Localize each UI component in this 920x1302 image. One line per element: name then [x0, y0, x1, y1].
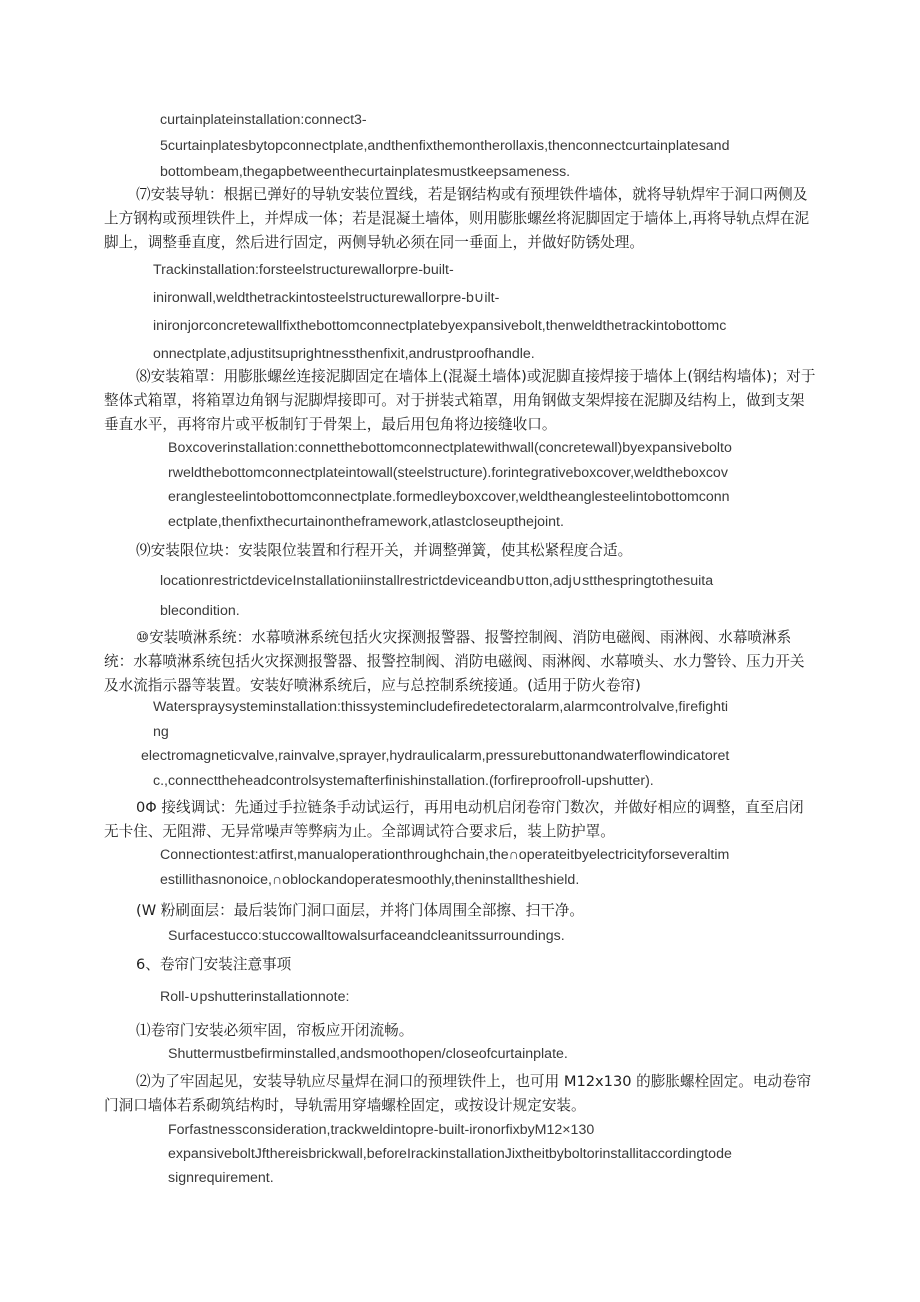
- en-line: Shuttermustbefirminstalled,andsmoothopen/closeofcurtainplate.: [168, 1046, 568, 1062]
- en-line: Boxcoverinstallation:connetthebottomconnectplatewithwall(concretewall)byexpansivebolto: [168, 440, 732, 456]
- step-12-surface-en: [168, 924, 565, 948]
- en-line: blecondition.: [160, 603, 240, 619]
- en-line: rweldthebottomconnectplateintowall(steelstructure).forintegrativeboxcover,weldtheboxcov: [168, 464, 728, 481]
- en-line: onnectplate,adjustitsuprightnessthenfixit,andrustproofhandle.: [153, 346, 535, 362]
- step-9-limit-cn: ⑼安装限位块：安装限位装置和行程开关，并调整弹簧，使其松紧程度合适。: [136, 542, 633, 559]
- en-line: Trackinstallation:forsteelstructurewallorpre-built-: [153, 262, 454, 278]
- note-1-cn: ⑴卷帘门安装必须牢固，帘板应开闭流畅。: [136, 1022, 414, 1039]
- step-8-boxcover-en: [168, 436, 732, 534]
- en-line: 5curtainplatesbytopconnectplate,andthenfixthemontherollaxis,thenconnectcurtainplatesand: [160, 138, 730, 154]
- step-8-boxcover-cn: ⑻安装箱罩：用膨胀螺丝连接泥脚固定在墙体上(混凝土墙体)或泥脚直接焊接于墙体上(钢结构墙体)；对于整体式箱罩，将箱罩边角钢与泥脚焊接即可。对于拼装式箱罩，用角钢做支架焊接在泥脚及结构上，做到支架垂直水平，再将帘片或平板制钉于骨架上，最后用包角将边接缝收口。: [104, 368, 816, 433]
- en-line: locationrestrictdeviceInstallationiinstallrestrictdeviceandb∪tton,adj∪stthespringtothesuita: [160, 573, 714, 589]
- section-6-heading-en: [160, 985, 349, 1009]
- en-line: Connectiontest:atfirst,manualoperationthroughchain,the∩operateitbyelectricityforseveraltim: [160, 847, 730, 863]
- step-7-track-en: [153, 256, 726, 368]
- en-line: Surfacestucco:stuccowalltowalsurfaceandcleanitssurroundings.: [168, 928, 565, 944]
- en-line: bottombeam,thegapbetweenthecurtainplatesmustkeepsameness.: [160, 164, 571, 180]
- step-10-sprinkler-en: [141, 695, 730, 793]
- en-line: inironwall,weldthetrackintosteelstructurewallorpre-b∪ilt-: [153, 290, 500, 306]
- en-line: Forfastnessconsideration,trackweldintopre-built-ironorfixbyM12×130: [168, 1122, 595, 1138]
- en-line: signrequirement.: [168, 1170, 274, 1186]
- step-10-sprinkler-cn: ⑩安装喷淋系统：水幕喷淋系统包括火灾探测报警器、报警控制阀、消防电磁阀、雨淋阀、水幕喷淋系统：水幕喷淋系统包括火灾探测报警器、报警控制阀、消防电磁阀、雨淋阀、水幕喷头、水力警铃、压力开关及水流指示器等装置。安装好喷淋系统后，应与总控制系统接通。(适用于防火卷帘): [104, 629, 805, 694]
- note-1-en: [168, 1042, 568, 1066]
- step-9-limit-en: [160, 566, 713, 626]
- step-11-wiring-en: [160, 843, 729, 892]
- note-2-cn: ⑵为了牢固起见，安装导轨应尽量焊在洞口的预埋铁件上，也可用 M12x130 的膨胀螺栓固定。电动卷帘门洞口墙体若系砌筑结构时，导轨需用穿墙螺栓固定，或按设计规定安装。: [104, 1073, 812, 1114]
- en-line: ng: [153, 723, 169, 740]
- en-line: expansiveboltJfthereisbrickwall,beforeIrackinstallationJixtheitbyboltorinstallitaccordingtode: [168, 1146, 732, 1162]
- en-line: inironjorconcretewallfixthebottomconnectplatebyexpansivebolt,thenweldthetrackintobottomc: [153, 318, 727, 334]
- curtain-install-en: [160, 107, 729, 185]
- en-line: c.,connecttheheadcontrolsystemafterfinishinstallation.(forfireproofroll-upshutter).: [153, 772, 654, 789]
- step-11-wiring-cn: 0Φ 接线调试：先通过手拉链条手动试运行，再用电动机启闭卷帘门数次，并做好相应的调整，直至启闭无卡住、无阻滞、无异常噪声等弊病为止。全部调试符合要求后，装上防护罩。: [104, 799, 804, 840]
- step-12-surface-cn: (W 粉刷面层：最后装饰门洞口面层，并将门体周围全部擦、扫干净。: [136, 902, 584, 919]
- en-line: ectplate,thenfixthecurtainontheframework,atlastcloseupthejoint.: [168, 513, 564, 530]
- en-line: estillithasnonoice,∩oblockandoperatesmoothly,theninstalltheshield.: [160, 871, 580, 888]
- note-2-en: [168, 1118, 732, 1190]
- section-6-heading: 6、卷帘门安装注意事项: [136, 956, 292, 973]
- step-7-track-cn: ⑺安装导轨：根据已弹好的导轨安装位置线，若是钢结构或有预埋铁件墙体，就将导轨焊牢于洞口两侧及上方钢构或预埋铁件上，并焊成一体；若是混凝土墙体，则用膨胀螺丝将泥脚固定于墙体上,再将导轨点焊在泥脚上，调整垂直度，然后进行固定，两侧导轨必须在同一垂面上，并做好防锈处理。: [104, 186, 810, 251]
- en-line: Roll-∪pshutterinstallationnote:: [160, 989, 350, 1005]
- en-line: eranglesteelintobottomconnectplate.formedleyboxcover,weldtheanglesteelintobottomconn: [168, 489, 730, 505]
- en-line: Waterspraysysteminstallation:thissystemincludefiredetectoralarm,alarmcontrolvalve,firefighti: [153, 699, 729, 715]
- en-line: curtainplateinstallation:connect3-: [160, 112, 367, 128]
- en-line: electromagneticvalve,rainvalve,sprayer,hydraulicalarm,pressurebuttonandwaterflowindicatoret: [141, 748, 730, 764]
